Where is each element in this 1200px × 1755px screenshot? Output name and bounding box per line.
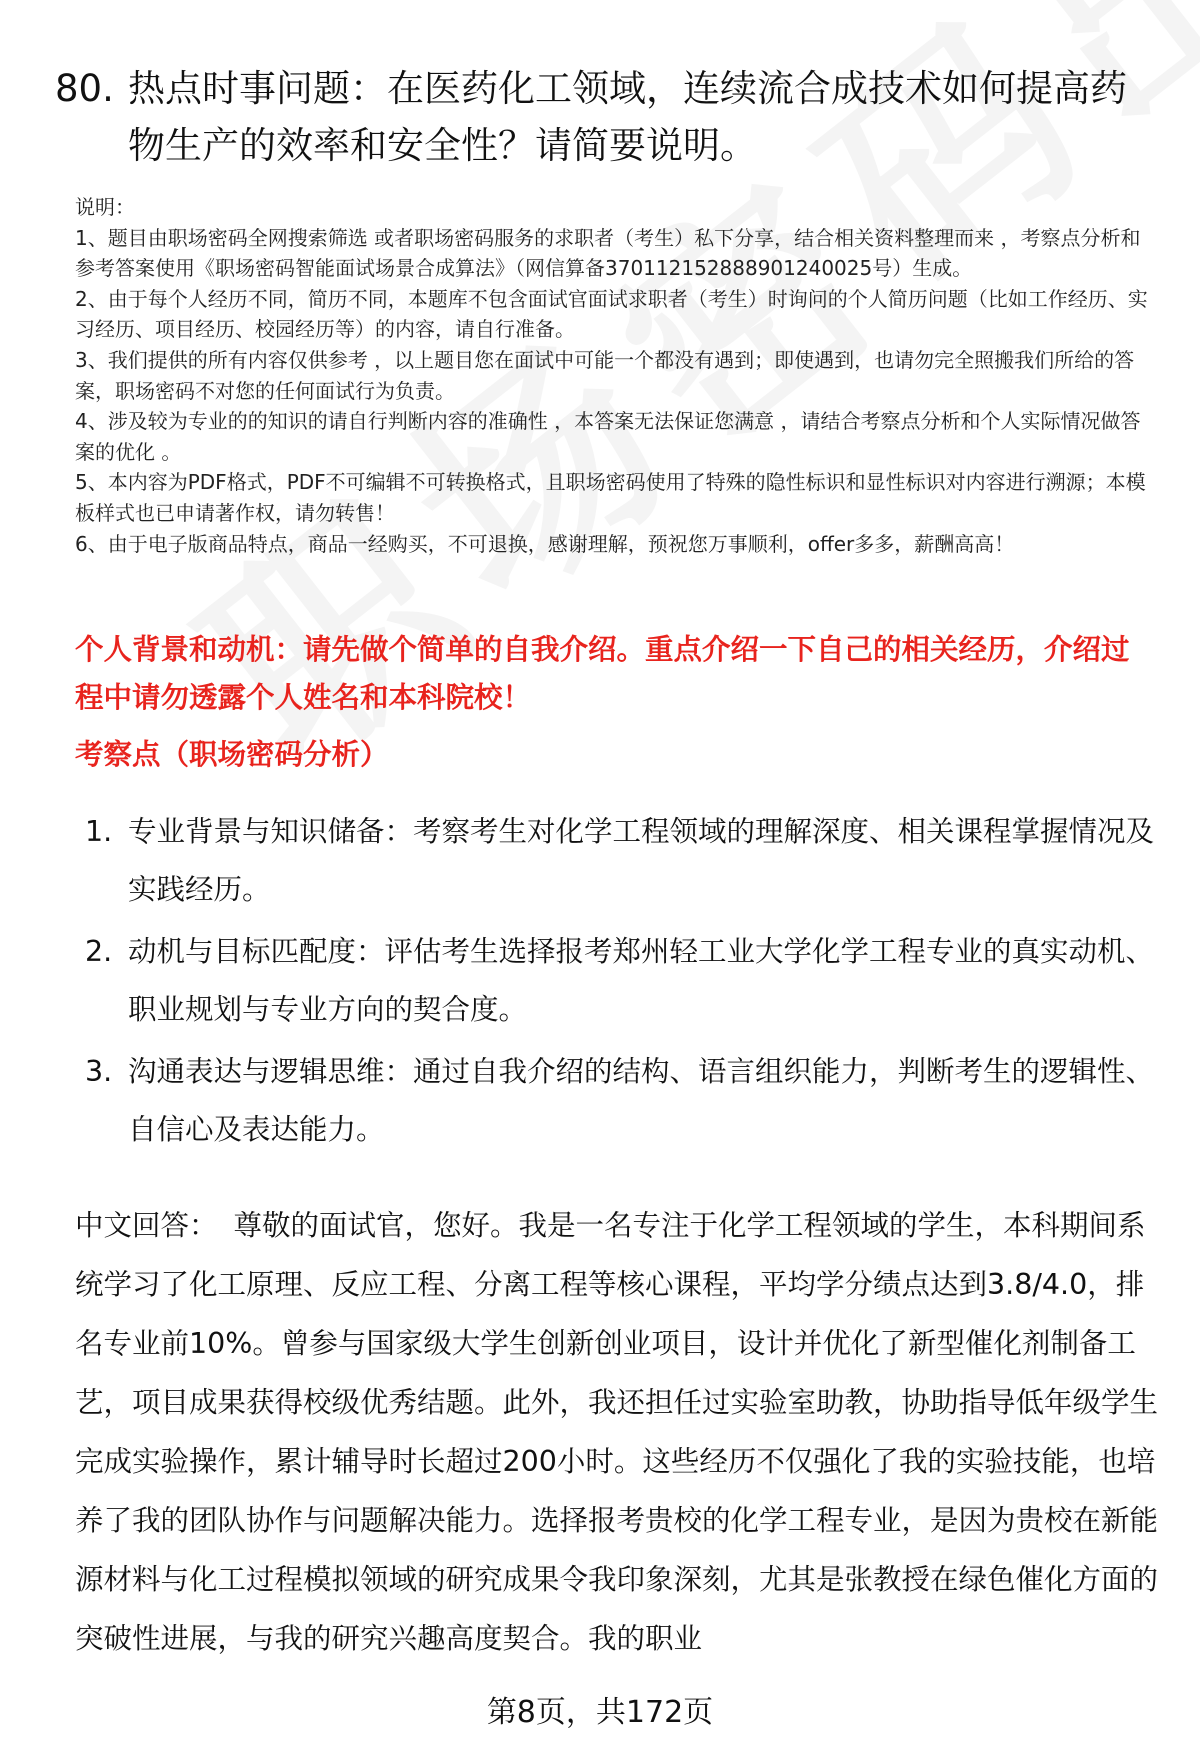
question-text: 热点时事问题：在医药化工领域，连续流合成技术如何提高药物生产的效率和安全性？请简要说明。 bbox=[128, 67, 1127, 167]
key-point-number: 2. bbox=[85, 935, 113, 968]
note-item: 6、由于电子版商品特点，商品一经购买，不可退换，感谢理解，预祝您万事顺利，offer多多，薪酬高高！ bbox=[75, 531, 1015, 556]
key-points-list bbox=[85, 803, 1160, 1163]
background-heading: 个人背景和动机：请先做个简单的自我介绍。重点介绍一下自己的相关经历，介绍过程中请勿透露个人姓名和本科院校！ bbox=[75, 633, 1130, 714]
answer-section bbox=[75, 1196, 1165, 1668]
key-point-text: 动机与目标匹配度：评估考生选择报考郑州轻工业大学化学工程专业的真实动机、职业规划与专业方向的契合度。 bbox=[128, 935, 1155, 1026]
answer-label: 中文回答： bbox=[75, 1209, 218, 1242]
note-item: 1、题目由职场密码全网搜索筛选 或者职场密码服务的求职者（考生）私下分享，结合相关资料整理而来 ，考察点分析和参考答案使用《职场密码智能面试场景合成算法》（网信算备370112152888901240025号）生成。 bbox=[75, 225, 1141, 281]
key-point-number: 1. bbox=[85, 815, 113, 848]
key-point-item bbox=[85, 1043, 1160, 1159]
note-item: 2、由于每个人经历不同，简历不同，本题库不包含面试官面试求职者（考生）时询问的个人简历问题（比如工作经历、实习经历、项目经历、校园经历等）的内容，请自行准备。 bbox=[75, 286, 1148, 342]
key-point-text: 专业背景与知识储备：考察考生对化学工程领域的理解深度、相关课程掌握情况及实践经历。 bbox=[128, 815, 1155, 906]
notes-section bbox=[75, 192, 1160, 559]
notes-heading: 说明： bbox=[75, 195, 135, 219]
note-item: 3、我们提供的所有内容仅供参考 ，以上题目您在面试中可能一个都没有遇到；即使遇到，也请勿完全照搬我们所给的答案，职场密码不对您的任何面试行为负责。 bbox=[75, 347, 1135, 403]
question-title bbox=[55, 60, 1155, 174]
key-point-text: 沟通表达与逻辑思维：通过自我介绍的结构、语言组织能力，判断考生的逻辑性、自信心及表达能力。 bbox=[128, 1055, 1155, 1146]
note-item: 4、涉及较为专业的的知识的请自行判断内容的准确性 ，本答案无法保证您满意 ，请结合考察点分析和个人实际情况做答案的优化 。 bbox=[75, 409, 1141, 464]
key-point-item bbox=[85, 923, 1160, 1039]
key-points-heading: 考察点（职场密码分析） bbox=[75, 738, 389, 771]
answer-text: 尊敬的面试官，您好。我是一名专注于化学工程领域的学生，本科期间系统学习了化工原理、反应工程、分离工程等核心课程，平均学分绩点达到3.8/4.0，排名专业前10%。曾参与国家级大学生创新创业项目，设计并优化了新型催化剂制备工艺，项目成果获得校级优秀结题。此外，我还担任过实验室助教，协助指导低年级学生完成实验操作，累计辅导时长超过200小时。这些经历不仅强化了我的实验技能，也培养了我的团队协作与问题解决能力。选择报考贵校的化学工程专业，是因为贵校在新能源材料与化工过程模拟领域的研究成果令我印象深刻，尤其是张教授在绿色催化方面的突破性进展，与我的研究兴趣高度契合。我的职业 bbox=[75, 1209, 1159, 1655]
question-number: 80. bbox=[55, 67, 114, 110]
key-point-number: 3. bbox=[85, 1055, 113, 1088]
note-item: 5、本内容为PDF格式，PDF不可编辑不可转换格式，且职场密码使用了特殊的隐性标识和显性标识对内容进行溯源；本模板样式也已申请著作权，请勿转售！ bbox=[75, 470, 1146, 525]
key-point-item bbox=[85, 803, 1160, 919]
page-footer: 第8页，共172页 bbox=[486, 1695, 714, 1730]
